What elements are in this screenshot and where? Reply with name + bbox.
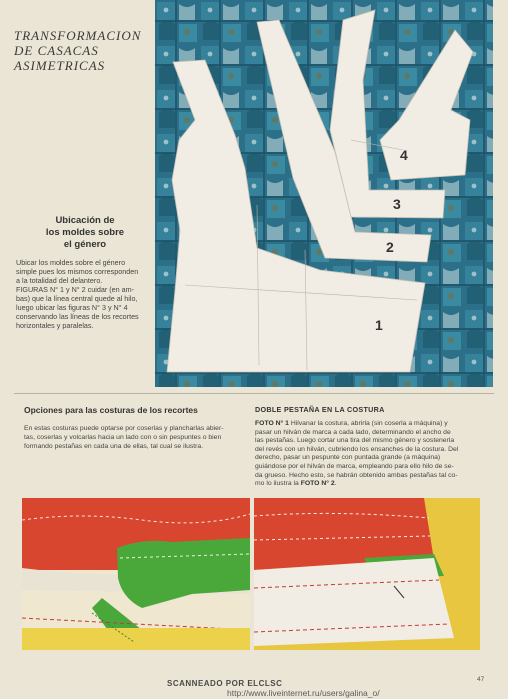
seam-options-line-1: En estas costuras puede optarse por coserlas y plancharlas abier- xyxy=(24,425,224,432)
seam-sample-1-illustration xyxy=(22,498,250,650)
seam-options-heading: Opciones para las costuras de los recortes xyxy=(24,405,198,415)
section-heading-line-3: el género xyxy=(63,239,107,250)
section-body-line-7: conservando las líneas de los recortes xyxy=(16,312,139,321)
title-line-1: TRANSFORMACION xyxy=(14,28,142,43)
section-heading-line-2: los moldes sobre xyxy=(45,227,125,238)
pattern-label-1: 1 xyxy=(375,317,383,333)
fabric-background xyxy=(155,0,493,387)
title-line-3: ASIMETRICAS xyxy=(14,58,106,73)
double-tab-heading: DOBLE PESTAÑA EN LA COSTURA xyxy=(255,405,385,414)
double-tab-line-7: da grueso. Hecho esto, se habrán obtenido ambas pestañas tal co- xyxy=(255,471,458,479)
foto-2-label: FOTO N° 2 xyxy=(300,480,335,488)
page-number: 47 xyxy=(477,676,485,683)
pattern-label-3: 3 xyxy=(393,196,401,212)
pattern-layout-photo xyxy=(155,0,493,387)
title-line-2: DE CASACAS xyxy=(14,43,99,58)
watermark-url: http://www.liveinternet.ru/users/galina_o/ xyxy=(227,688,380,698)
double-tab-line-1: Hilvanar la costura, abrirla (sin coserla a máquina) y xyxy=(290,420,448,427)
section-heading xyxy=(16,215,154,251)
section-body-line-3: a la totalidad del delantero. xyxy=(16,276,103,285)
section-body-line-2: simple pues los mismos corresponden xyxy=(16,267,139,276)
seam-options-line-3: formando pestañas en cada una de ellas, tal cual se ilustra. xyxy=(24,443,204,450)
scan-credit: SCANNEADO POR ELCLSC xyxy=(167,679,283,688)
seam-options-body xyxy=(24,424,246,451)
section-body-line-6: luego ubicar las figuras N° 3 y N° 4 xyxy=(16,303,128,312)
article-title xyxy=(14,28,141,73)
seam-options-line-2: tas, coserlas y volcarlas hacia un lado con o sin pespuntes o bien xyxy=(24,434,222,441)
section-body-line-1: Ubicar los moldes sobre el género xyxy=(16,258,126,267)
foto-1-label: FOTO N° 1 xyxy=(255,420,289,427)
section-body xyxy=(16,258,154,330)
double-tab-line-3: las pestañas. Luego cortar una tira del mismo género y sostenerla xyxy=(255,437,455,445)
section-body-line-4: FIGURAS N° 1 y N° 2 cuidar (en am- xyxy=(16,285,134,294)
seam-sample-2-illustration xyxy=(254,498,480,650)
photo-seam-sample-1 xyxy=(22,498,250,650)
horizontal-divider xyxy=(14,393,494,394)
double-tab-body xyxy=(255,420,477,489)
section-body-line-8: horizontales y paralelas. xyxy=(16,321,94,330)
photo-seam-sample-2 xyxy=(254,498,480,650)
double-tab-line-6: guiándose por el hilván de marca, empleando para ello hilo de se- xyxy=(255,462,454,470)
pattern-label-2: 2 xyxy=(386,239,394,255)
double-tab-line-2: pasar un hilván de marca a cada lado, determinando el ancho de xyxy=(255,428,451,436)
pattern-label-4: 4 xyxy=(400,147,408,163)
double-tab-line-8: mo lo ilustra la xyxy=(255,480,301,488)
double-tab-line-5: derecho, pasar un pespunte con puntada grande (a máquina) xyxy=(255,454,441,462)
section-heading-line-1: Ubicación de xyxy=(55,215,115,226)
double-tab-line-8-end: . xyxy=(334,480,337,488)
section-body-line-5: bas) que la línea central quede al hilo, xyxy=(16,294,138,303)
double-tab-line-4: del revés con un hilván, cubriendo los ensanches de la costura. Del xyxy=(255,445,459,453)
